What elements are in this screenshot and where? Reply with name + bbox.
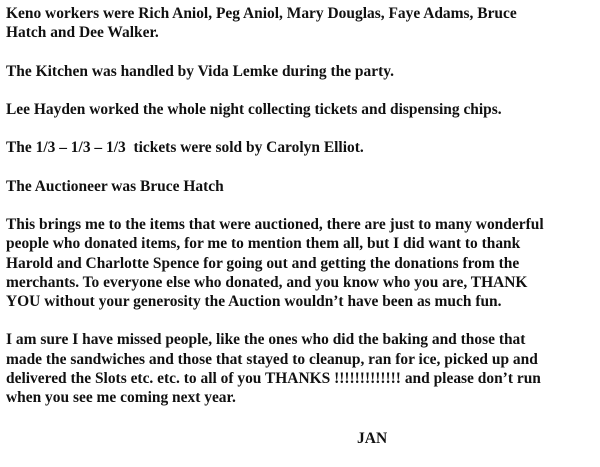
text-line: delivered the Slots etc. etc. to all of you THANKS !!!!!!!!!!!!! and please don’t run: [6, 369, 541, 387]
text-line: The Auctioneer was Bruce Hatch: [6, 177, 224, 195]
paragraph-auction-items: [6, 215, 596, 311]
signature: JAN: [357, 430, 388, 447]
paragraph-split-tickets: [6, 138, 596, 157]
paragraph-kitchen: [6, 62, 596, 81]
text-line: Hatch and Dee Walker.: [6, 24, 159, 42]
text-line: I am sure I have missed people, like the ones who did the baking and those that: [6, 331, 526, 349]
text-line: Lee Hayden worked the whole night collecting tickets and dispensing chips.: [6, 100, 502, 118]
text-line: Keno workers were Rich Aniol, Peg Aniol, Mary Douglas, Faye Adams, Bruce: [6, 5, 517, 22]
paragraph-keno-workers: [6, 4, 596, 42]
document-body: [6, 4, 596, 426]
text-line: The 1/3 – 1/3 – 1/3 tickets were sold by Carolyn Elliot.: [6, 139, 364, 157]
text-line: made the sandwiches and those that stayed to cleanup, ran for ice, picked up and: [6, 350, 538, 368]
paragraph-auctioneer: [6, 177, 596, 196]
paragraph-tickets-chips: [6, 100, 596, 119]
paragraph-thanks: [6, 330, 596, 407]
text-line: people who donated items, for me to mention them all, but I did want to thank: [6, 235, 521, 253]
text-line: merchants. To everyone else who donated, and you know who you are, THANK: [6, 273, 528, 291]
text-line: when you see me coming next year.: [6, 388, 236, 406]
text-line: YOU without your generosity the Auction wouldn’t have been as much fun.: [6, 292, 502, 310]
text-line: Harold and Charlotte Spence for going out and getting the donations from the: [6, 254, 520, 272]
text-line: This brings me to the items that were auctioned, there are just to many wonderful: [6, 216, 544, 234]
text-line: The Kitchen was handled by Vida Lemke during the party.: [6, 62, 394, 80]
